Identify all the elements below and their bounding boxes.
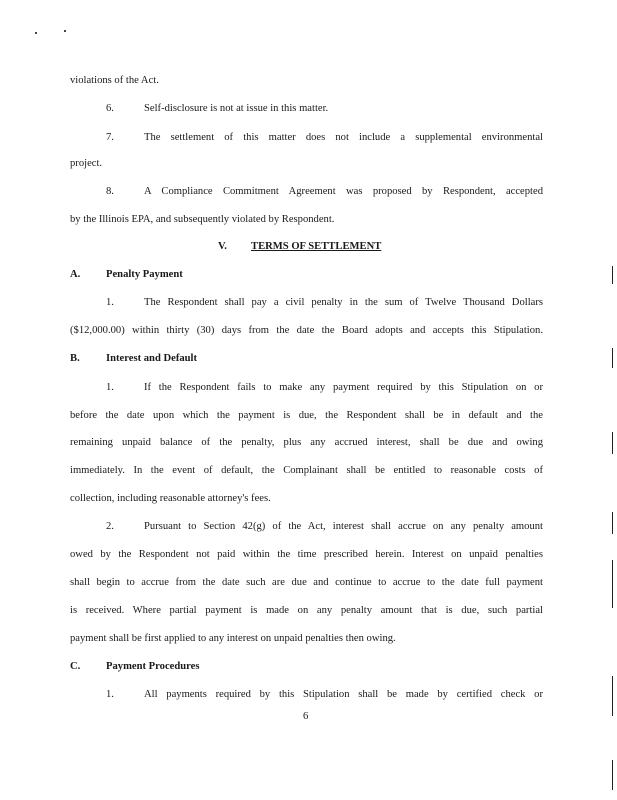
paragraph-line: by the Illinois EPA, and subsequently violated by Respondent. <box>70 214 335 225</box>
paragraph-number: 1. <box>106 382 114 393</box>
section-number: V. <box>218 241 227 252</box>
paragraph-line: A Compliance Commitment Agreement was proposed by Respondent, accepted <box>144 186 543 197</box>
scan-speck <box>64 30 66 32</box>
paragraph-number: 1. <box>106 689 114 700</box>
paragraph-line: payment shall be first applied to any interest on unpaid penalties then owing. <box>70 633 396 644</box>
subsection-title: Interest and Default <box>106 353 198 364</box>
paragraph-line: The settlement of this matter does not include a supplemental environmental <box>144 132 543 143</box>
subsection-letter: A. <box>70 269 81 280</box>
subsection-title: Penalty Payment <box>106 269 183 280</box>
margin-revision-bar <box>612 432 613 454</box>
paragraph-number: 1. <box>106 297 114 308</box>
paragraph-line: project. <box>70 158 103 169</box>
paragraph-line: shall begin to accrue from the date such are due and continue to accrue to the date full payment <box>70 577 543 588</box>
margin-revision-bar <box>612 560 613 608</box>
subsection-letter: C. <box>70 661 81 672</box>
paragraph-number: 8. <box>106 186 114 197</box>
paragraph-number: 7. <box>106 132 114 143</box>
paragraph-line: If the Respondent fails to make any payment required by this Stipulation on or <box>144 382 543 393</box>
paragraph-line: violations of the Act. <box>70 75 159 86</box>
paragraph-line: remaining unpaid balance of the penalty, plus any accrued interest, shall be due and owing <box>70 437 543 448</box>
paragraph-line: collection, including reasonable attorney's fees. <box>70 493 271 504</box>
paragraph-number: 2. <box>106 521 114 532</box>
subsection-letter: B. <box>70 353 80 364</box>
margin-revision-bar <box>612 676 613 716</box>
paragraph-line: All payments required by this Stipulation shall be made by certified check or <box>144 689 543 700</box>
paragraph-line: is received. Where partial payment is made on any penalty amount that is due, such partial <box>70 605 543 616</box>
scan-speck <box>35 32 37 34</box>
paragraph-line: before the date upon which the payment is due, the Respondent shall be in default and the <box>70 410 543 421</box>
paragraph-number: 6. <box>106 103 114 114</box>
paragraph-line: ($12,000.00) within thirty (30) days from the date the Board adopts and accepts this Stipulation. <box>70 325 543 336</box>
margin-revision-bar <box>612 512 613 534</box>
section-title: TERMS OF SETTLEMENT <box>251 241 382 252</box>
subsection-title: Payment Procedures <box>106 661 200 672</box>
paragraph-line: Self-disclosure is not at issue in this matter. <box>144 103 329 114</box>
paragraph-line: owed by the Respondent not paid within the time prescribed herein. Interest on unpaid penalties <box>70 549 543 560</box>
margin-revision-bar <box>612 266 613 284</box>
margin-revision-bar <box>612 348 613 368</box>
paragraph-line: immediately. In the event of default, the Complainant shall be entitled to reasonable costs of <box>70 465 543 476</box>
page-number: 6 <box>303 711 309 722</box>
margin-revision-bar <box>612 760 613 790</box>
paragraph-line: Pursuant to Section 42(g) of the Act, interest shall accrue on any penalty amount <box>144 521 543 532</box>
paragraph-line: The Respondent shall pay a civil penalty in the sum of Twelve Thousand Dollars <box>144 297 543 308</box>
